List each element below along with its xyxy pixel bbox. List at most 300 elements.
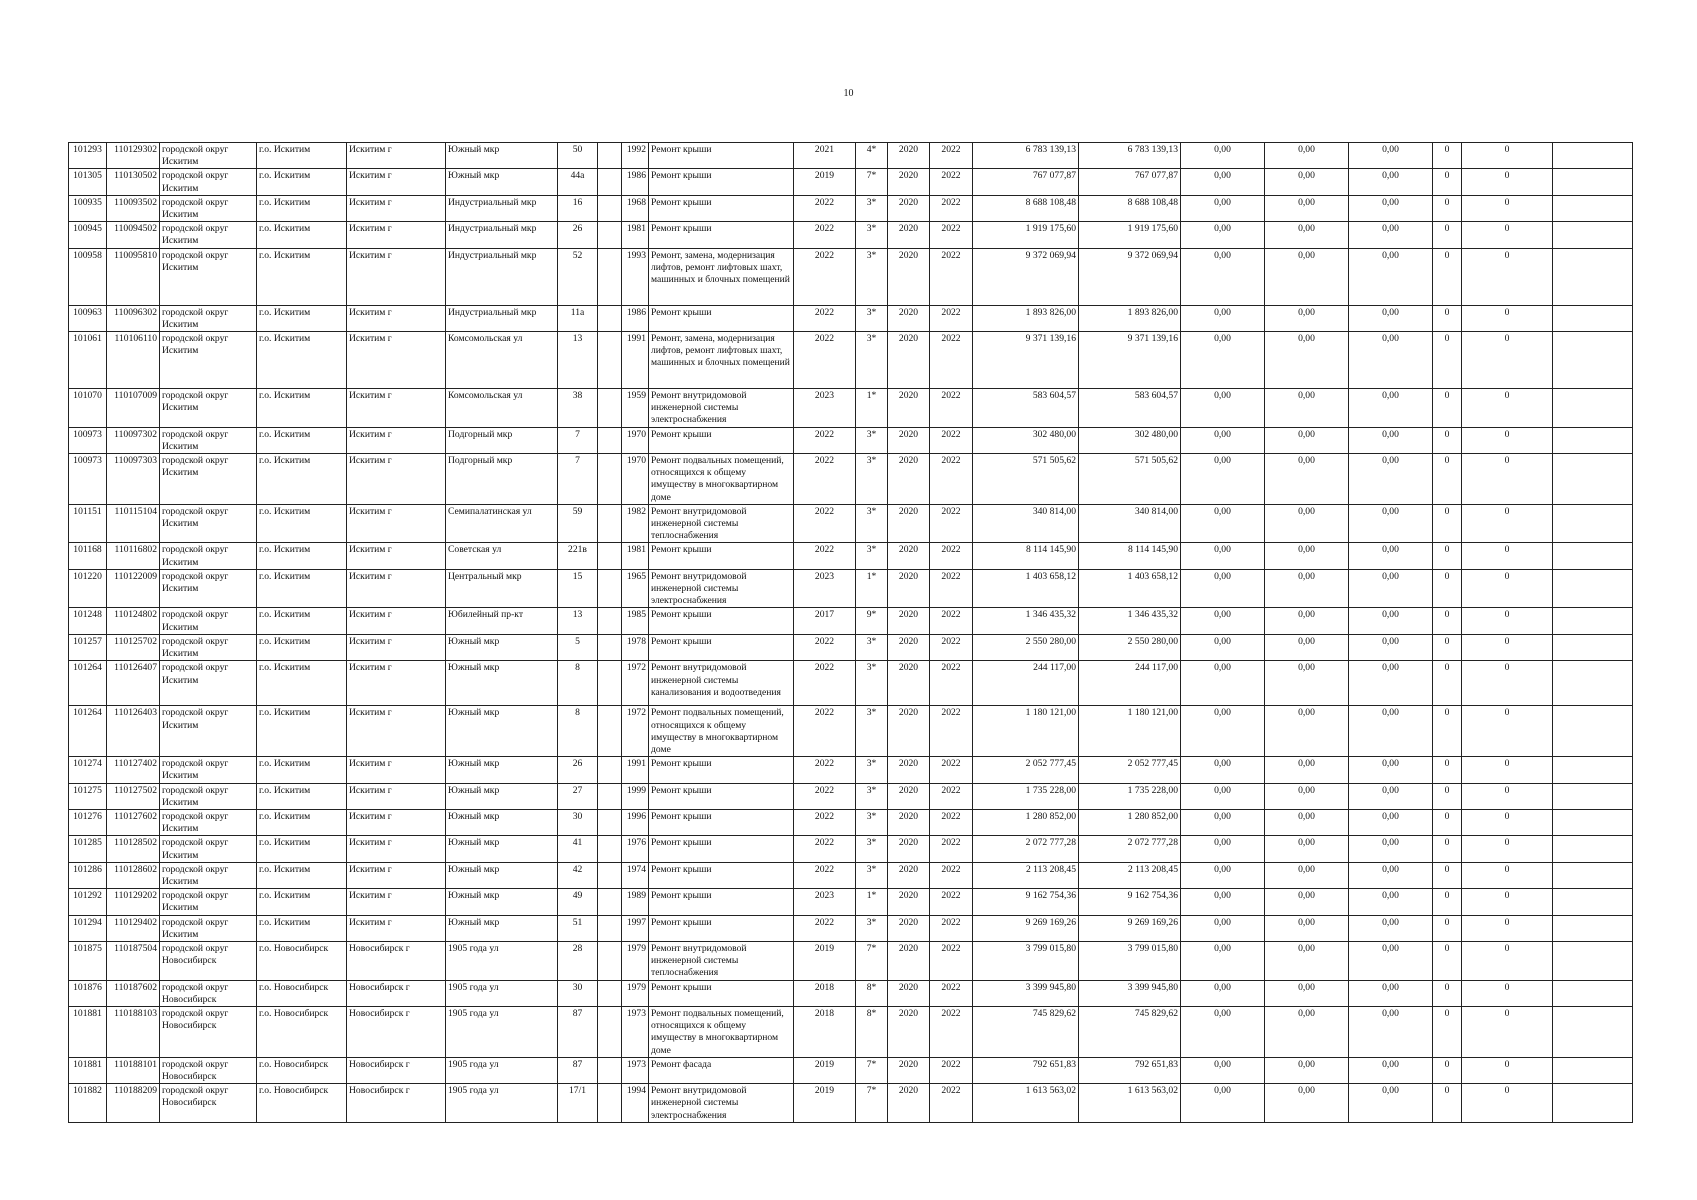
cell-value-2: 0,00 [1265,248,1349,305]
cell-building [598,915,622,941]
cell-code: 110097302 [107,427,160,453]
cell-value-2: 0,00 [1265,634,1349,660]
cell-house: 30 [558,809,598,835]
cell-plan-year: 2022 [794,836,856,862]
cell-year-built: 1968 [622,195,649,221]
cell-id: 101248 [69,608,107,634]
cell-cost-fund: 1 180 121,00 [1079,706,1181,757]
cell-value-2: 0,00 [1265,836,1349,862]
cell-cost-total: 8 688 108,48 [973,195,1079,221]
cell-building [598,169,622,195]
cell-plan-year: 2017 [794,608,856,634]
cell-cost-fund: 745 829,62 [1079,1006,1181,1057]
cell-extra [1553,332,1633,389]
cell-end-year: 2022 [930,783,973,809]
cell-cost-total: 9 162 754,36 [973,889,1079,915]
table-row [69,332,1633,389]
cell-street: Южный мкр [446,862,558,888]
cell-street: Южный мкр [446,889,558,915]
cell-extra [1553,862,1633,888]
cell-start-year: 2020 [888,248,930,305]
cell-count-1: 0 [1433,195,1462,221]
cell-work-type: Ремонт крыши [649,608,794,634]
cell-year-built: 1973 [622,1057,649,1083]
cell-municipality: городской округ Искитим [160,915,257,941]
cell-start-year: 2020 [888,569,930,608]
cell-count-1: 0 [1433,454,1462,505]
cell-cost-fund: 302 480,00 [1079,427,1181,453]
cell-house: 49 [558,889,598,915]
cell-end-year: 2022 [930,454,973,505]
cell-value-3: 0,00 [1349,143,1433,169]
cell-priority: 7* [856,1057,888,1083]
cell-locality: Искитим г [347,427,446,453]
cell-code: 110094502 [107,222,160,248]
cell-value-3: 0,00 [1349,569,1433,608]
cell-value-1: 0,00 [1181,783,1265,809]
cell-cost-total: 9 372 069,94 [973,248,1079,305]
cell-cost-total: 1 735 228,00 [973,783,1079,809]
cell-start-year: 2020 [888,222,930,248]
cell-year-built: 1982 [622,504,649,543]
cell-street: Южный мкр [446,757,558,783]
cell-end-year: 2022 [930,248,973,305]
cell-district: г.о. Искитим [257,543,347,569]
cell-locality: Искитим г [347,706,446,757]
cell-value-2: 0,00 [1265,980,1349,1006]
cell-building [598,1084,622,1123]
cell-count-2: 0 [1462,757,1553,783]
cell-work-type: Ремонт крыши [649,757,794,783]
cell-year-built: 1965 [622,569,649,608]
cell-value-3: 0,00 [1349,634,1433,660]
cell-count-1: 0 [1433,305,1462,331]
cell-house: 42 [558,862,598,888]
cell-cost-fund: 9 372 069,94 [1079,248,1181,305]
cell-value-1: 0,00 [1181,889,1265,915]
cell-municipality: городской округ Искитим [160,305,257,331]
cell-building [598,634,622,660]
cell-extra [1553,454,1633,505]
cell-cost-fund: 2 113 208,45 [1079,862,1181,888]
cell-id: 101881 [69,1057,107,1083]
cell-id: 101264 [69,706,107,757]
cell-start-year: 2020 [888,454,930,505]
cell-street: Южный мкр [446,143,558,169]
cell-value-1: 0,00 [1181,169,1265,195]
cell-extra [1553,504,1633,543]
cell-street: 1905 года ул [446,980,558,1006]
cell-id: 101061 [69,332,107,389]
cell-municipality: городской округ Искитим [160,634,257,660]
cell-cost-total: 571 505,62 [973,454,1079,505]
cell-extra [1553,222,1633,248]
cell-id: 101294 [69,915,107,941]
cell-value-3: 0,00 [1349,1084,1433,1123]
cell-house: 44а [558,169,598,195]
cell-house: 7 [558,427,598,453]
table-row [69,248,1633,305]
cell-municipality: городской округ Искитим [160,809,257,835]
cell-plan-year: 2022 [794,809,856,835]
cell-year-built: 1986 [622,169,649,195]
cell-work-type: Ремонт подвальных помещений, относящихся к общему имуществу в многоквартирном доме [649,706,794,757]
cell-code: 110093502 [107,195,160,221]
cell-extra [1553,389,1633,428]
cell-id: 101275 [69,783,107,809]
cell-locality: Искитим г [347,862,446,888]
cell-year-built: 1976 [622,836,649,862]
cell-priority: 3* [856,783,888,809]
cell-extra [1553,305,1633,331]
cell-code: 110107009 [107,389,160,428]
cell-house: 11а [558,305,598,331]
cell-end-year: 2022 [930,915,973,941]
cell-priority: 3* [856,809,888,835]
cell-end-year: 2022 [930,143,973,169]
cell-district: г.о. Искитим [257,569,347,608]
cell-plan-year: 2019 [794,1084,856,1123]
cell-district: г.о. Искитим [257,195,347,221]
cell-end-year: 2022 [930,389,973,428]
cell-code: 110128502 [107,836,160,862]
table-row [69,1057,1633,1083]
cell-start-year: 2020 [888,941,930,980]
cell-code: 110188103 [107,1006,160,1057]
cell-house: 27 [558,783,598,809]
cell-year-built: 1996 [622,809,649,835]
cell-value-1: 0,00 [1181,862,1265,888]
cell-district: г.о. Новосибирск [257,1084,347,1123]
cell-municipality: городской округ Искитим [160,248,257,305]
cell-priority: 3* [856,195,888,221]
cell-work-type: Ремонт подвальных помещений, относящихся к общему имуществу в многоквартирном доме [649,454,794,505]
cell-priority: 3* [856,757,888,783]
cell-value-1: 0,00 [1181,608,1265,634]
cell-plan-year: 2019 [794,1057,856,1083]
cell-cost-total: 8 114 145,90 [973,543,1079,569]
cell-end-year: 2022 [930,1084,973,1123]
cell-value-3: 0,00 [1349,889,1433,915]
cell-street: Индустриальный мкр [446,222,558,248]
cell-count-1: 0 [1433,427,1462,453]
cell-value-2: 0,00 [1265,608,1349,634]
cell-house: 15 [558,569,598,608]
cell-year-built: 1959 [622,389,649,428]
cell-cost-total: 302 480,00 [973,427,1079,453]
cell-district: г.о. Искитим [257,389,347,428]
cell-building [598,454,622,505]
cell-cost-total: 583 604,57 [973,389,1079,428]
cell-start-year: 2020 [888,634,930,660]
cell-id: 100935 [69,195,107,221]
cell-year-built: 1986 [622,305,649,331]
cell-code: 110129302 [107,143,160,169]
cell-work-type: Ремонт крыши [649,195,794,221]
cell-end-year: 2022 [930,836,973,862]
cell-code: 110096302 [107,305,160,331]
cell-building [598,862,622,888]
cell-work-type: Ремонт внутридомовой инженерной системы электроснабжения [649,389,794,428]
cell-cost-fund: 9 162 754,36 [1079,889,1181,915]
cell-cost-total: 1 346 435,32 [973,608,1079,634]
cell-value-1: 0,00 [1181,427,1265,453]
cell-cost-fund: 8 688 108,48 [1079,195,1181,221]
cell-district: г.о. Новосибирск [257,1006,347,1057]
cell-value-3: 0,00 [1349,195,1433,221]
cell-value-1: 0,00 [1181,634,1265,660]
cell-id: 101875 [69,941,107,980]
cell-plan-year: 2022 [794,543,856,569]
cell-year-built: 1981 [622,222,649,248]
cell-id: 100973 [69,454,107,505]
cell-value-2: 0,00 [1265,1084,1349,1123]
cell-priority: 7* [856,941,888,980]
cell-municipality: городской округ Искитим [160,143,257,169]
cell-start-year: 2020 [888,836,930,862]
cell-extra [1553,941,1633,980]
cell-building [598,195,622,221]
cell-count-2: 0 [1462,634,1553,660]
cell-street: Южный мкр [446,706,558,757]
cell-end-year: 2022 [930,222,973,248]
cell-plan-year: 2022 [794,915,856,941]
cell-cost-fund: 9 269 169,26 [1079,915,1181,941]
cell-value-3: 0,00 [1349,980,1433,1006]
table-row [69,809,1633,835]
cell-id: 100958 [69,248,107,305]
cell-house: 59 [558,504,598,543]
cell-start-year: 2020 [888,1084,930,1123]
cell-house: 26 [558,222,598,248]
cell-value-2: 0,00 [1265,454,1349,505]
cell-count-2: 0 [1462,608,1553,634]
cell-year-built: 1972 [622,706,649,757]
cell-work-type: Ремонт внутридомовой инженерной системы электроснабжения [649,1084,794,1123]
cell-locality: Искитим г [347,661,446,706]
cell-municipality: городской округ Новосибирск [160,941,257,980]
cell-street: Южный мкр [446,661,558,706]
cell-count-1: 0 [1433,836,1462,862]
cell-locality: Искитим г [347,305,446,331]
cell-year-built: 1970 [622,427,649,453]
cell-cost-total: 9 269 169,26 [973,915,1079,941]
cell-cost-fund: 571 505,62 [1079,454,1181,505]
cell-value-1: 0,00 [1181,195,1265,221]
cell-plan-year: 2022 [794,222,856,248]
cell-value-2: 0,00 [1265,757,1349,783]
cell-locality: Искитим г [347,195,446,221]
cell-building [598,427,622,453]
table-row [69,1006,1633,1057]
cell-priority: 3* [856,305,888,331]
cell-year-built: 1981 [622,543,649,569]
cell-value-1: 0,00 [1181,504,1265,543]
cell-value-1: 0,00 [1181,757,1265,783]
cell-municipality: городской округ Новосибирск [160,1006,257,1057]
table-row [69,222,1633,248]
cell-end-year: 2022 [930,1006,973,1057]
cell-count-2: 0 [1462,1084,1553,1123]
cell-extra [1553,783,1633,809]
cell-priority: 1* [856,889,888,915]
cell-count-1: 0 [1433,608,1462,634]
cell-end-year: 2022 [930,427,973,453]
cell-building [598,543,622,569]
cell-year-built: 1978 [622,634,649,660]
cell-count-2: 0 [1462,706,1553,757]
cell-priority: 8* [856,1006,888,1057]
cell-work-type: Ремонт крыши [649,305,794,331]
cell-id: 100945 [69,222,107,248]
cell-work-type: Ремонт фасада [649,1057,794,1083]
cell-value-2: 0,00 [1265,889,1349,915]
cell-work-type: Ремонт, замена, модернизация лифтов, ремонт лифтовых шахт, машинных и блочных помещений [649,332,794,389]
cell-plan-year: 2022 [794,195,856,221]
cell-street: Юбилейный пр-кт [446,608,558,634]
cell-building [598,504,622,543]
cell-end-year: 2022 [930,634,973,660]
cell-extra [1553,915,1633,941]
table-row [69,757,1633,783]
cell-value-1: 0,00 [1181,980,1265,1006]
cell-plan-year: 2022 [794,706,856,757]
cell-end-year: 2022 [930,543,973,569]
cell-id: 101220 [69,569,107,608]
cell-value-2: 0,00 [1265,427,1349,453]
cell-locality: Искитим г [347,889,446,915]
cell-start-year: 2020 [888,169,930,195]
cell-value-2: 0,00 [1265,222,1349,248]
cell-plan-year: 2022 [794,783,856,809]
cell-value-3: 0,00 [1349,504,1433,543]
cell-work-type: Ремонт крыши [649,222,794,248]
cell-locality: Новосибирск г [347,941,446,980]
cell-end-year: 2022 [930,661,973,706]
cell-locality: Искитим г [347,504,446,543]
cell-plan-year: 2022 [794,427,856,453]
cell-priority: 3* [856,427,888,453]
cell-house: 52 [558,248,598,305]
cell-house: 30 [558,980,598,1006]
cell-work-type: Ремонт крыши [649,889,794,915]
cell-value-1: 0,00 [1181,915,1265,941]
cell-value-2: 0,00 [1265,389,1349,428]
cell-end-year: 2022 [930,757,973,783]
cell-value-2: 0,00 [1265,706,1349,757]
cell-count-1: 0 [1433,543,1462,569]
cell-start-year: 2020 [888,608,930,634]
table-row [69,504,1633,543]
cell-locality: Искитим г [347,757,446,783]
cell-locality: Искитим г [347,332,446,389]
cell-value-2: 0,00 [1265,862,1349,888]
cell-value-2: 0,00 [1265,809,1349,835]
cell-count-1: 0 [1433,222,1462,248]
cell-house: 87 [558,1057,598,1083]
cell-priority: 1* [856,389,888,428]
cell-work-type: Ремонт крыши [649,915,794,941]
cell-municipality: городской округ Искитим [160,195,257,221]
cell-priority: 3* [856,862,888,888]
cell-value-3: 0,00 [1349,757,1433,783]
cell-priority: 3* [856,222,888,248]
capital-repair-table [68,142,1633,1123]
cell-district: г.о. Искитим [257,836,347,862]
cell-plan-year: 2022 [794,862,856,888]
cell-value-1: 0,00 [1181,569,1265,608]
cell-locality: Новосибирск г [347,1057,446,1083]
cell-street: Подгорный мкр [446,427,558,453]
cell-id: 101881 [69,1006,107,1057]
cell-count-2: 0 [1462,504,1553,543]
cell-building [598,222,622,248]
cell-cost-total: 3 399 945,80 [973,980,1079,1006]
cell-count-2: 0 [1462,661,1553,706]
cell-code: 110128602 [107,862,160,888]
cell-start-year: 2020 [888,332,930,389]
cell-plan-year: 2021 [794,143,856,169]
cell-end-year: 2022 [930,332,973,389]
cell-district: г.о. Искитим [257,454,347,505]
cell-district: г.о. Искитим [257,661,347,706]
cell-building [598,757,622,783]
cell-municipality: городской округ Искитим [160,757,257,783]
cell-count-2: 0 [1462,836,1553,862]
cell-count-1: 0 [1433,941,1462,980]
cell-count-1: 0 [1433,809,1462,835]
cell-district: г.о. Искитим [257,504,347,543]
table-row [69,836,1633,862]
cell-code: 110127602 [107,809,160,835]
cell-count-1: 0 [1433,862,1462,888]
cell-building [598,706,622,757]
cell-count-2: 0 [1462,809,1553,835]
cell-house: 13 [558,332,598,389]
cell-code: 110188209 [107,1084,160,1123]
cell-count-2: 0 [1462,195,1553,221]
cell-year-built: 1973 [622,1006,649,1057]
cell-value-1: 0,00 [1181,305,1265,331]
cell-street: Советская ул [446,543,558,569]
cell-start-year: 2020 [888,427,930,453]
cell-building [598,783,622,809]
cell-code: 110129202 [107,889,160,915]
cell-priority: 3* [856,634,888,660]
cell-end-year: 2022 [930,305,973,331]
cell-count-2: 0 [1462,783,1553,809]
cell-priority: 7* [856,169,888,195]
cell-cost-fund: 1 280 852,00 [1079,809,1181,835]
cell-building [598,305,622,331]
cell-value-1: 0,00 [1181,332,1265,389]
cell-extra [1553,195,1633,221]
cell-count-1: 0 [1433,143,1462,169]
cell-locality: Искитим г [347,143,446,169]
cell-start-year: 2020 [888,543,930,569]
cell-house: 38 [558,389,598,428]
cell-start-year: 2020 [888,862,930,888]
cell-priority: 3* [856,661,888,706]
cell-cost-total: 3 799 015,80 [973,941,1079,980]
cell-cost-fund: 8 114 145,90 [1079,543,1181,569]
cell-code: 110125702 [107,634,160,660]
cell-value-1: 0,00 [1181,454,1265,505]
cell-cost-fund: 2 052 777,45 [1079,757,1181,783]
cell-count-2: 0 [1462,427,1553,453]
cell-house: 221в [558,543,598,569]
cell-house: 5 [558,634,598,660]
